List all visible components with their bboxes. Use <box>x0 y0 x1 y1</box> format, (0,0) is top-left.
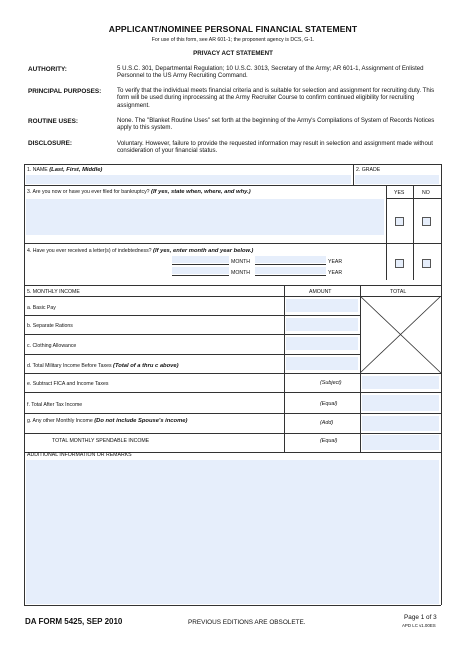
q4-wrap <box>27 248 253 254</box>
indebtedness-yes-checkbox[interactable] <box>395 259 404 268</box>
letter1-month-input[interactable] <box>172 256 229 263</box>
after-tax-label: f. Total After Tax Income <box>27 402 83 408</box>
remarks-label: ADDITIONAL INFORMATION OR REMARKS <box>27 452 132 458</box>
row-c-rule <box>24 354 360 355</box>
separate-rations-label: b. Separate Rations <box>27 323 73 329</box>
total-header: TOTAL <box>390 289 407 295</box>
row-f-rule <box>24 413 441 414</box>
routine-uses-label: ROUTINE USES: <box>28 118 79 125</box>
fica-label: e. Subtract FICA and Income Taxes <box>27 381 109 387</box>
yes-col-divider-2 <box>386 243 387 280</box>
total-military-input[interactable] <box>286 357 358 370</box>
yes-header: YES <box>394 190 405 196</box>
spendable-operation: (Equal) <box>320 438 338 444</box>
bankruptcy-no-checkbox[interactable] <box>422 217 431 226</box>
form-number: DA FORM 5425, SEP 2010 <box>25 617 123 626</box>
grade-label: 2. GRADE <box>356 167 381 173</box>
name-hint: (Last, First, Middle) <box>49 167 103 173</box>
name-input[interactable] <box>26 175 351 184</box>
no-header: NO <box>422 190 430 196</box>
bankruptcy-explanation-input[interactable] <box>26 199 384 235</box>
amount-header: AMOUNT <box>309 289 332 295</box>
other-income-total-input[interactable] <box>362 416 439 431</box>
row-b-rule <box>24 334 360 335</box>
after-tax-total-input[interactable] <box>362 395 439 411</box>
row1-rule <box>24 185 441 186</box>
fica-total-input[interactable] <box>362 376 439 389</box>
no-col-divider-2 <box>413 243 414 280</box>
name-label-wrap <box>27 167 102 173</box>
other-income-operation: (Add) <box>320 420 334 426</box>
form-right-border <box>441 164 442 605</box>
year-label-1: YEAR <box>328 259 343 265</box>
fica-operation: (Subject) <box>320 380 342 386</box>
letter1-month-line <box>172 264 229 265</box>
q4-hint: (If yes, enter month and year below.) <box>153 248 254 254</box>
letter1-year-input[interactable] <box>255 256 326 263</box>
row-e-rule <box>24 392 441 393</box>
letter2-year-input[interactable] <box>255 267 326 274</box>
spendable-label: TOTAL MONTHLY SPENDABLE INCOME <box>52 438 150 444</box>
form-bottom-rule <box>24 605 441 606</box>
row-a-rule <box>24 315 360 316</box>
basic-pay-input[interactable] <box>286 299 358 312</box>
yesno-header-rule <box>386 198 441 199</box>
clothing-allowance-label: c. Clothing Allowance <box>27 343 77 349</box>
row4-rule <box>24 285 441 286</box>
row3-rule <box>24 243 441 244</box>
separate-rations-input[interactable] <box>286 318 358 331</box>
letter2-month-line <box>172 275 229 276</box>
other-income-label: g. Any other Monthly Income <box>27 418 93 424</box>
authority-label: AUTHORITY: <box>28 66 67 73</box>
obsolete-notice: PREVIOUS EDITIONS ARE OBSOLETE. <box>188 619 306 626</box>
disclosure-text: Voluntary. However, failure to provide the requested information may result in selection and assignment made without consideration of your financial status. <box>117 140 433 155</box>
year-label-2: YEAR <box>328 270 343 276</box>
form-version: APD LC v1.00ES <box>402 623 436 628</box>
form-subtitle: For use of this form, see AR 601-1; the proponent agency is DCS, G-1. <box>151 37 315 43</box>
indebtedness-no-checkbox[interactable] <box>422 259 431 268</box>
after-tax-operation: (Equal) <box>320 401 338 407</box>
monthly-income-label: 5. MONTHLY INCOME <box>27 289 80 295</box>
privacy-act-title: PRIVACY ACT STATEMENT <box>193 50 273 57</box>
row-d-rule <box>24 373 441 374</box>
row-g-rule <box>24 433 441 434</box>
bankruptcy-yes-checkbox[interactable] <box>395 217 404 226</box>
page-number: Page 1 of 3 <box>404 614 437 621</box>
authority-text: 5 U.S.C. 301, Departmental Regulation; 10 U.S.C. 3013, Secretary of the Army; AR 601-1, Assignment of Enlisted Personnel to the US Army Recruiting Command. <box>117 65 424 80</box>
total-military-wrap <box>27 363 179 369</box>
basic-pay-label: a. Basic Pay <box>27 305 56 311</box>
disclosure-label: DISCLOSURE: <box>28 140 73 147</box>
month-label-1: MONTH <box>231 259 251 265</box>
total-military-label: d. Total Military Income Before Taxes <box>27 363 112 369</box>
total-crossed-box <box>360 296 441 373</box>
q4-label: 4. Have you ever received a letter(s) of indebtedness? <box>27 248 152 254</box>
q3-hint: (If yes, state when, where, and why.) <box>151 189 251 195</box>
routine-uses-text: None. The "Blanket Routine Uses" set forth at the beginning of the Army's Compilations of System of Records Notices apply to this system. <box>117 117 435 132</box>
grade-divider <box>353 164 354 185</box>
q3-wrap <box>27 189 251 195</box>
q3-label: 3. Are you now or have you ever filed for bankruptcy? <box>27 189 150 195</box>
spendable-total-input[interactable] <box>362 435 439 450</box>
form-title: APPLICANT/NOMINEE PERSONAL FINANCIAL STATEMENT <box>108 24 358 34</box>
letter2-year-line <box>255 275 326 276</box>
remarks-input[interactable] <box>26 460 439 604</box>
other-income-hint: (Do not include Spouse's income) <box>94 418 188 424</box>
letter2-month-input[interactable] <box>172 267 229 274</box>
amount-col-left <box>284 285 285 452</box>
name-label: 1. NAME <box>27 167 48 173</box>
form-left-border <box>24 164 25 605</box>
purposes-label: PRINCIPAL PURPOSES: <box>28 88 102 95</box>
form-top-rule <box>24 164 441 165</box>
purposes-text: To verify that the individual meets financial criteria and is suitable for selection and assignment for recruiting duty. This form will be used during inprocessing at the Army Recruiter Course to confirm continued eligibility for recruiting assignment. <box>117 87 435 109</box>
clothing-allowance-input[interactable] <box>286 337 358 350</box>
total-military-hint: (Total of a thru c above) <box>113 363 179 369</box>
grade-input[interactable] <box>355 175 439 184</box>
letter1-year-line <box>255 264 326 265</box>
yes-col-divider <box>386 185 387 243</box>
month-label-2: MONTH <box>231 270 251 276</box>
no-col-divider <box>413 185 414 243</box>
other-income-wrap <box>27 418 227 425</box>
